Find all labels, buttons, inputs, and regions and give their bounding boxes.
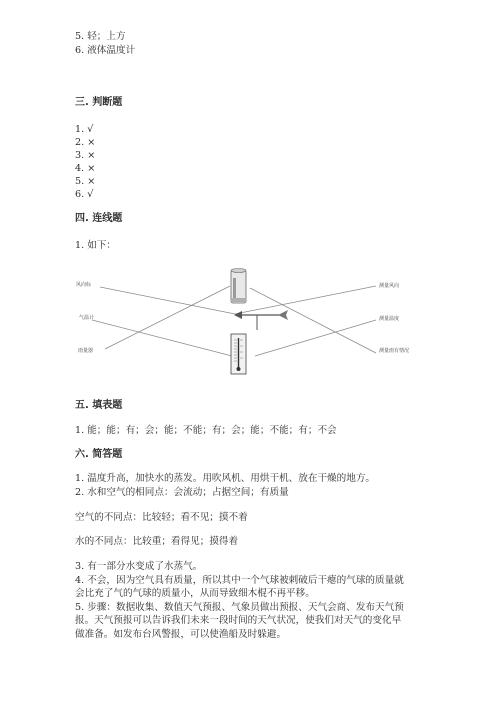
short-answer-line: 空气的不同点：比较轻；看不见；摸不着 [75,512,248,523]
wind-vane-icon [234,310,288,330]
thermometer-icon [231,334,246,374]
section-title: 四. 连线题 [75,213,123,224]
rain-gauge-icon [231,269,246,304]
right-label-wind: 测量风向 [379,283,400,289]
short-answer-line: 4. 不会，因为空气具有质量，所以其中一个气球被刺破后干瘪的气球的质量就 [75,575,404,586]
section-title: 三. 判断题 [75,97,123,108]
table-answer: 1. 能；能；有；会；能；不能；有；会；能；不能；有；不会 [75,425,337,436]
judgement-item: 4. × [75,163,96,174]
judgement-item: 1. √ [75,124,94,135]
left-label-wind-vane: 风向标 [76,282,92,288]
right-label-temp: 测量温度 [379,316,400,322]
short-answer-line: 5. 步骤：数据收集、数值天气预报、气象员做出预报、天气会商、发布天气预 [75,602,404,613]
short-answer-line: 报。天气预报可以告诉我们未来一段时间的天气状况，使我们对天气的变化早 [75,615,402,626]
short-answer-line: 水的不同点：比较重；看得见；摸得着 [75,536,239,547]
judgement-item: 6. √ [75,189,94,200]
short-answer-line: 会比充了气的气球的质量小，从而导致细木棍不再平移。 [75,588,315,599]
answer-line: 6. 液体温度计 [75,45,136,56]
matching-diagram [60,258,420,378]
left-label-thermometer: 气温计 [79,315,95,321]
line-center-to-wind [235,286,376,314]
line-rain-to-right [250,288,376,353]
short-answer-line: 做准备。如发布台风警报，可以使渔船及时躲避。 [75,629,287,640]
right-label-rain: 测量雨有情况 [379,348,410,354]
short-answer-line: 1. 温度升高，加快水的蒸发。用吹风机、用烘干机、放在干燥的地方。 [75,473,376,484]
answer-line: 5. 轻；上方 [75,31,126,42]
section-title: 五. 填表题 [75,400,123,411]
line-windvane-to-wind [100,287,235,314]
left-label-rain-gauge: 雨量器 [78,348,94,354]
line-thermometer-to-temp [92,320,232,356]
judgement-item: 5. × [75,176,96,187]
short-answer-line: 3. 有一部分水变成了水蒸气。 [75,561,203,572]
judgement-item: 3. × [75,150,96,161]
judgement-item: 2. × [75,137,96,148]
section-title: 六. 简答题 [75,449,123,460]
matching-intro: 1. 如下： [75,240,116,251]
line-center-to-temp [255,320,376,356]
short-answer-line: 2. 水和空气的相同点：会流动；占据空间；有质量 [75,487,289,498]
